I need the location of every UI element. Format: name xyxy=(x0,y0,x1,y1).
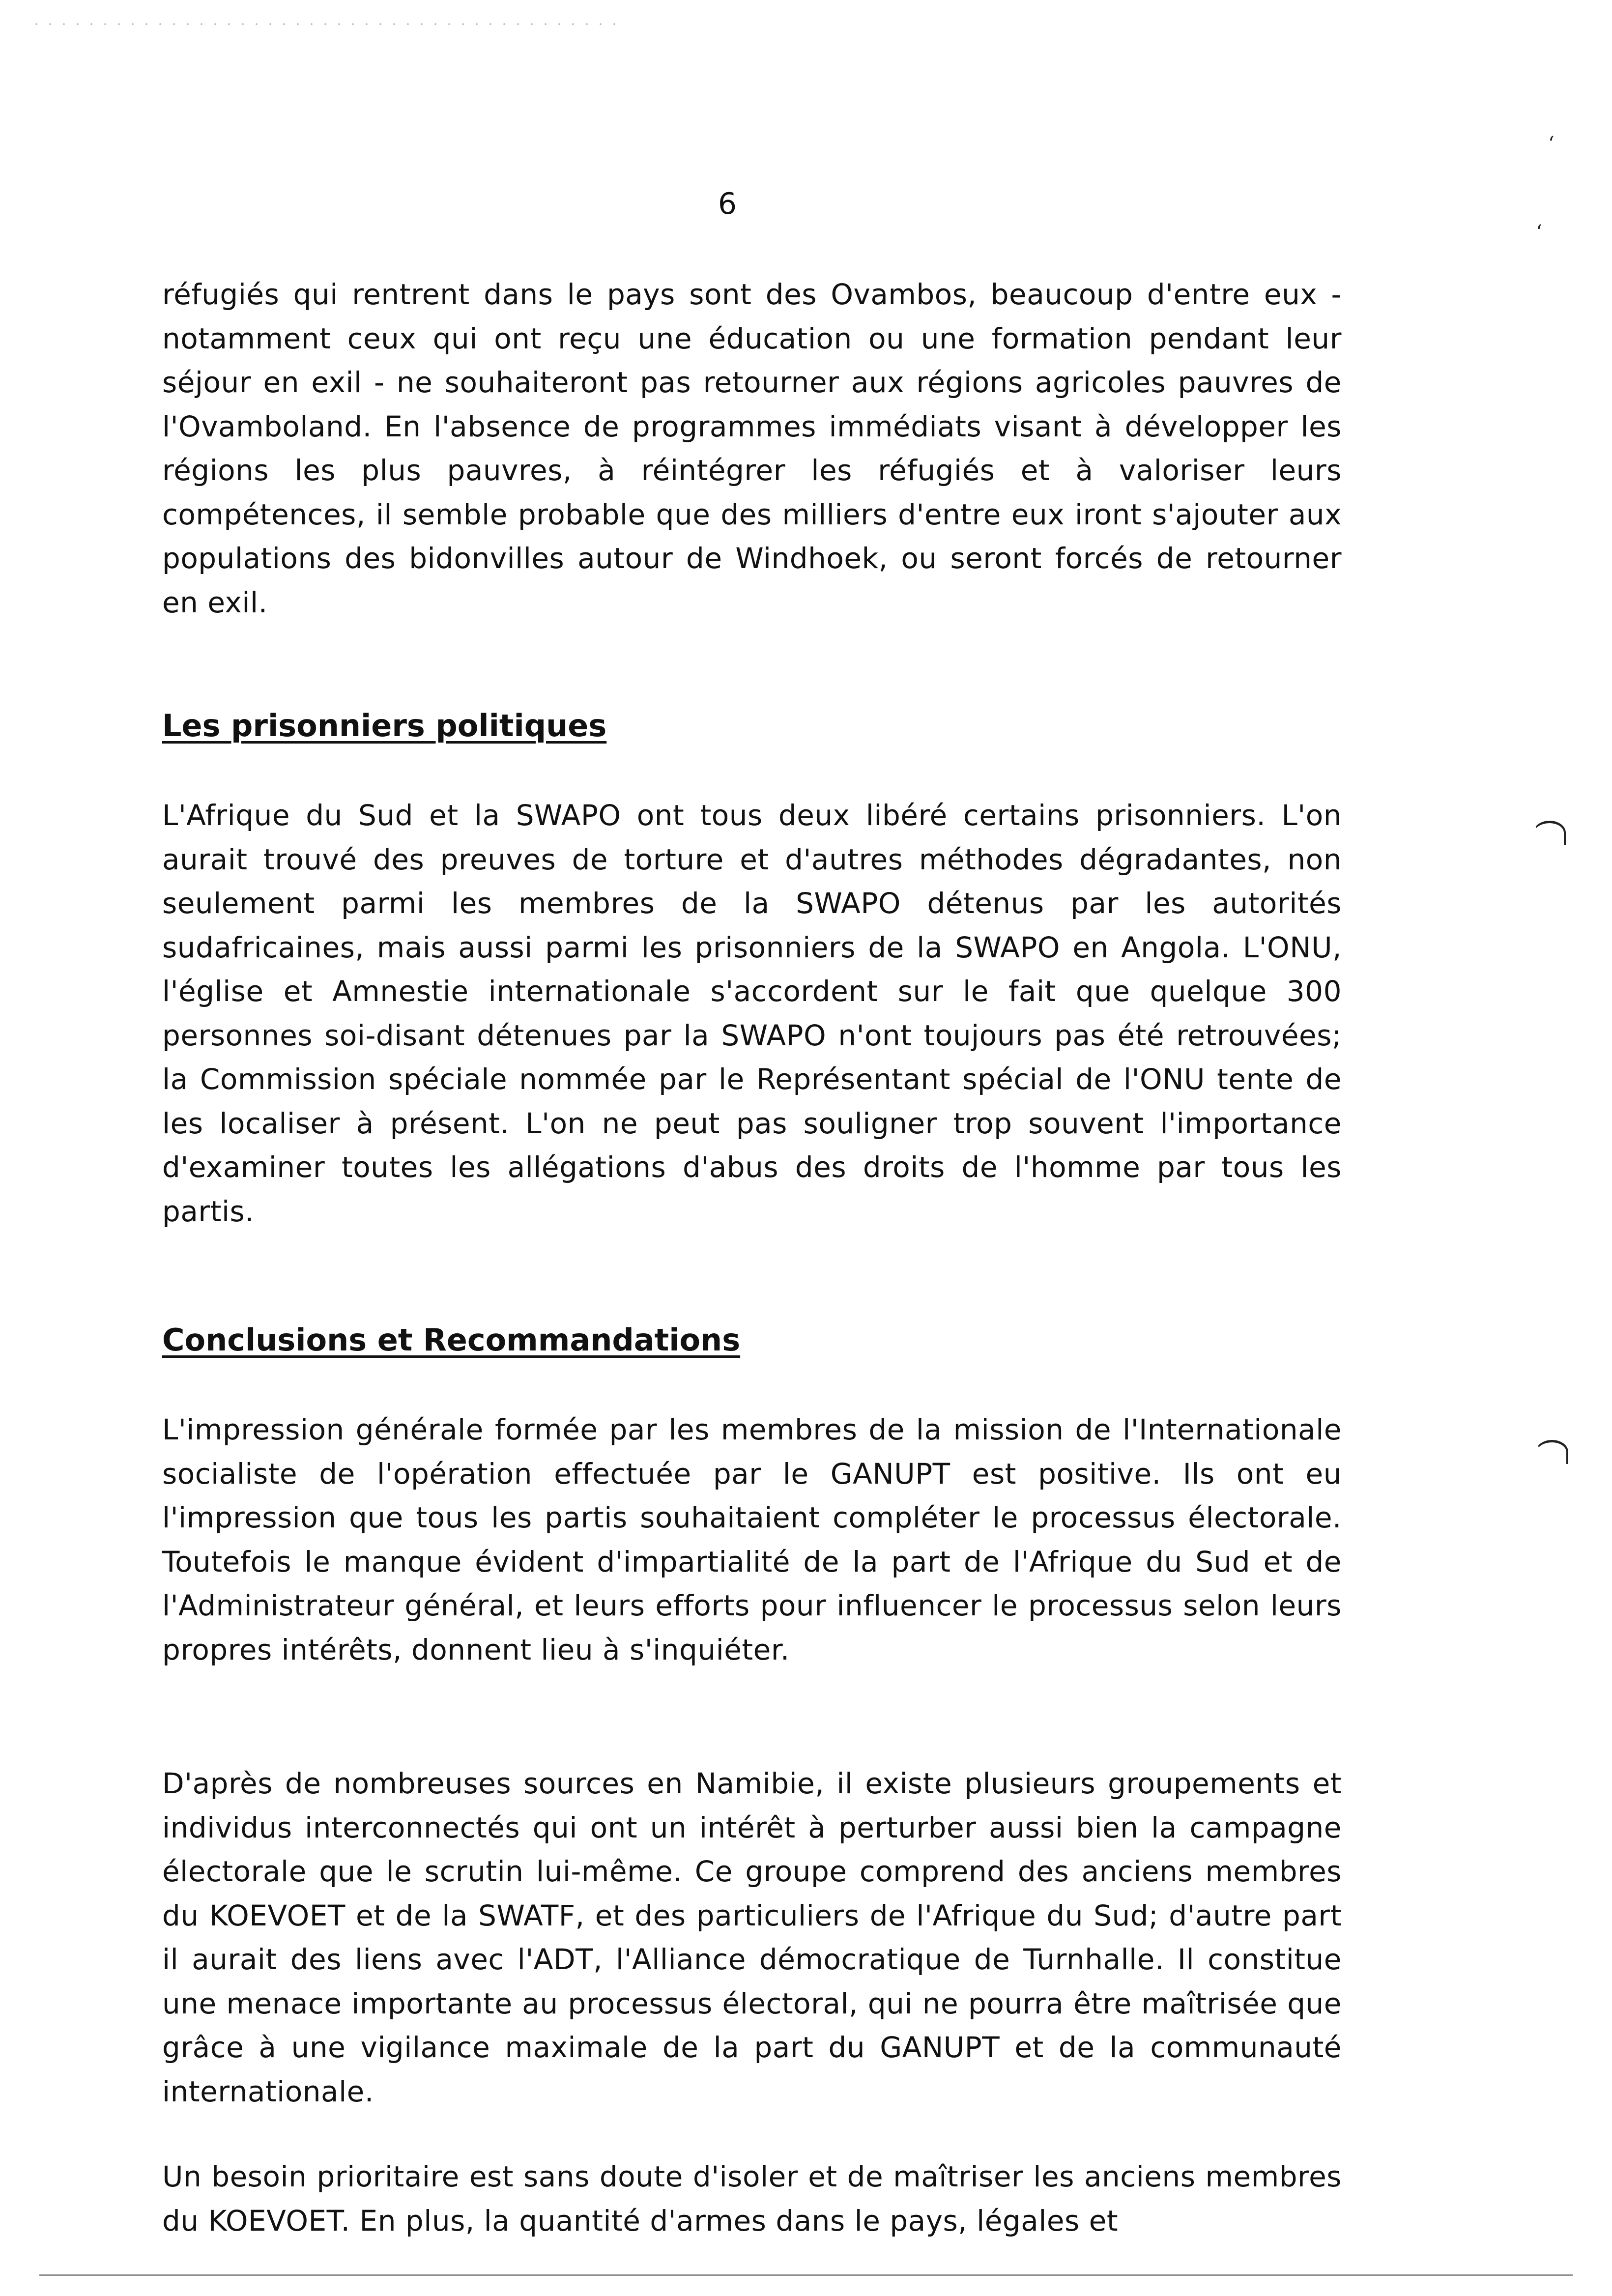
margin-arc-mark xyxy=(1536,1440,1568,1464)
paragraph-conclusions-3: Un besoin prioritaire est sans doute d'isoler et de maîtriser les anciens membres du KOEVOET. En plus, la quantité d'armes dans le pays, légales et xyxy=(162,2160,1342,2238)
paragraph-prisoners: L'Afrique du Sud et la SWAPO ont tous deux libéré certains prisonniers. L'on aurait trouvé des preuves de torture et d'autres méthodes dégradantes, non seulement parmi les membres de la SWAPO détenus par les autorités sudafricaines, mais aussi parmi les prisonniers de la SWAPO en Angola. L'ONU, l'église et Amnestie internationale s'accordent sur le fait que quelque 300 personnes soi-disant détenues par la SWAPO n'ont toujours pas été retrouvées; la Commission spéciale nommée par le Représentant spécial de l'ONU tente de les localiser à présent. L'on ne peut pas souligner trop souvent l'importance d'examiner toutes les allégations d'abus des droits de l'homme par tous les partis. xyxy=(162,799,1342,1228)
section-heading-prisoners: Les prisonniers politiques xyxy=(162,708,607,744)
page-number: 6 xyxy=(718,187,737,221)
paragraph-conclusions-2: D'après de nombreuses sources en Namibie, il existe plusieurs groupements et individus interconnectés qui ont un intérêt à perturber aussi bien la campagne électorale que le scrutin lui-même. Ce groupe comprend des anciens membres du KOEVOET et de la SWATF, et des particuliers de l'Afrique du Sud; d'autre part il aurait des liens avec l'ADT, l'Alliance démocratique de Turnhalle. Il constitue une menace importante au processus électoral, qui ne pourra être maîtrisée que grâce à une vigilance maximale de la part du GANUPT et de la communauté internationale. xyxy=(162,1767,1342,2108)
margin-mark-second: ‘ xyxy=(1536,221,1542,244)
scan-noise-top xyxy=(29,20,619,29)
scan-edge-line xyxy=(39,2274,1573,2276)
paragraph-conclusions-1: L'impression générale formée par les membres de la mission de l'Internationale socialiste de l'opération effectuée par le GANUPT est positive. Ils ont eu l'impression que tous les partis souhaitaient compléter le processus électorale. Toutefois le manque évident d'impartialité de la part de l'Afrique du Sud et de l'Administrateur général, et leurs efforts pour influencer le processus selon leurs propres intérêts, donnent lieu à s'inquiéter. xyxy=(162,1413,1342,1666)
margin-arc-mark xyxy=(1533,821,1566,845)
section-heading-conclusions: Conclusions et Recommandations xyxy=(162,1322,741,1358)
margin-mark-top: ‘ xyxy=(1548,133,1554,155)
intro-paragraph: réfugiés qui rentrent dans le pays sont des Ovambos, beaucoup d'entre eux - notamment ceux qui ont reçu une éducation ou une formation pendant leur séjour en exil - ne souhaiteront pas retourner aux régions agricoles pauvres de l'Ovamboland. En l'absence de programmes immédiats visant à développer les régions les plus pauvres, à réintégrer les réfugiés et à valoriser leurs compétences, il semble probable que des milliers d'entre eux iront s'ajouter aux populations des bidonvilles autour de Windhoek, ou seront forcés de retourner en exil. xyxy=(162,278,1342,619)
